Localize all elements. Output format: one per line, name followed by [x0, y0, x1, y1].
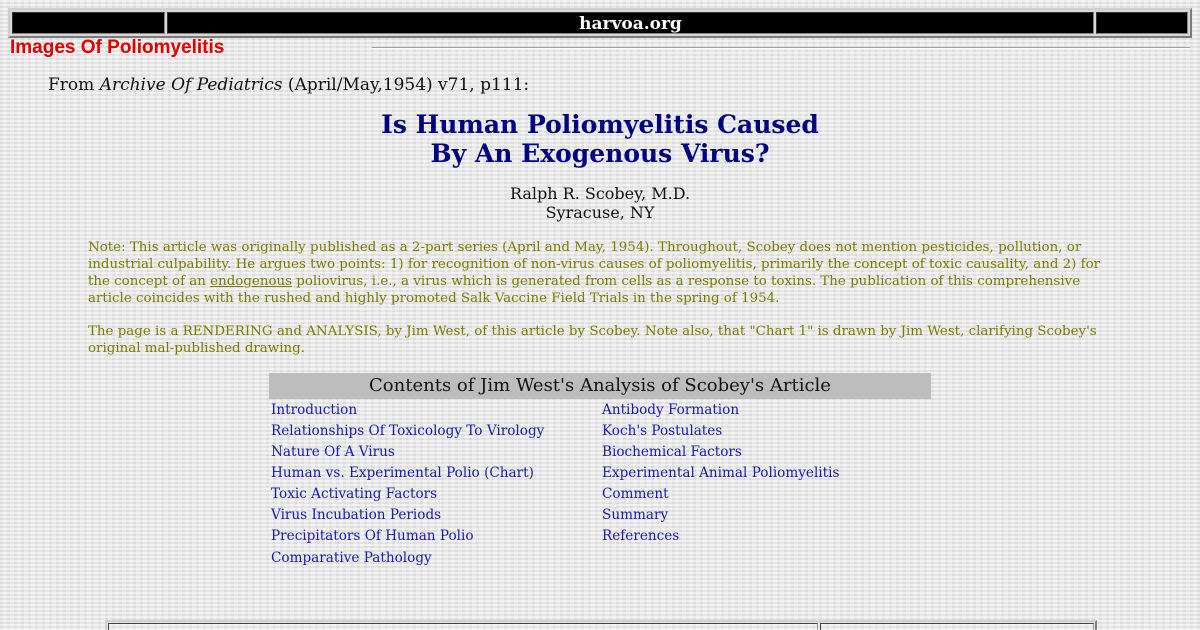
author-location: Syracuse, NY	[545, 203, 655, 222]
contents-link-kochs-postulates[interactable]: Koch's Postulates	[602, 423, 723, 439]
contents-link-nature-of-virus[interactable]: Nature Of A Virus	[271, 444, 395, 460]
contents-link-incubation-periods[interactable]: Virus Incubation Periods	[271, 507, 442, 523]
source-suffix: (April/May,1954) v71, p111:	[282, 75, 530, 95]
section-title: Images Of Poliomyelitis	[10, 37, 225, 58]
source-prefix: From	[48, 75, 100, 95]
site-header-bar	[8, 8, 1192, 38]
contents-left-column	[271, 402, 544, 571]
contents-heading: Contents of Jim West's Analysis of Scobey's Article	[269, 373, 931, 399]
contents-link-precipitators[interactable]: Precipitators Of Human Polio	[271, 528, 474, 544]
contents-link-comment[interactable]: Comment	[602, 486, 669, 502]
contents-link-antibody-formation[interactable]: Antibody Formation	[602, 402, 740, 418]
header-left-cell	[12, 12, 165, 34]
contents-link-introduction[interactable]: Introduction	[271, 402, 358, 418]
bottom-frame-right-cell	[820, 623, 1094, 630]
contents-link-summary[interactable]: Summary	[602, 507, 669, 523]
bottom-frame	[105, 620, 1097, 630]
article-title-line1: Is Human Poliomyelitis Caused	[381, 110, 819, 139]
source-citation	[48, 75, 529, 95]
contents-link-biochemical-factors[interactable]: Biochemical Factors	[602, 444, 742, 460]
author-block	[0, 184, 1200, 222]
contents-right-column	[602, 402, 839, 549]
contents-link-references[interactable]: References	[602, 528, 680, 544]
note-text-after: poliovirus, i.e., a virus which is generated from cells as a response to toxins. The publication of this comprehensive article coincides with the rushed and highly promoted Salk Vaccine Field Trials in the spring of 1954.	[88, 274, 1081, 306]
endogenous-link[interactable]: endogenous	[210, 274, 293, 289]
author-name: Ralph R. Scobey, M.D.	[509, 184, 691, 203]
bottom-frame-left-cell	[108, 623, 818, 630]
contents-table	[269, 373, 931, 566]
note-text-before: Note: This article was originally published as a 2-part series (April and May, 1954). Throughout, Scobey does not mention pesticides, pollution, or industrial culpability. He argues two points: 1) for recognition of non-virus causes of poliomyelitis, primarily the concept of toxic causality, and 2) for the concept of an	[88, 240, 1101, 289]
contents-link-human-vs-experimental[interactable]: Human vs. Experimental Polio (Chart)	[271, 465, 534, 481]
editor-note	[88, 239, 1108, 307]
contents-link-toxicology-virology[interactable]: Relationships Of Toxicology To Virology	[271, 423, 545, 439]
contents-link-toxic-activating[interactable]: Toxic Activating Factors	[271, 486, 438, 502]
article-title	[0, 110, 1200, 168]
title-divider	[372, 47, 1190, 49]
article-title-line2: By An Exogenous Virus?	[430, 139, 770, 168]
contents-link-experimental-animal[interactable]: Experimental Animal Poliomyelitis	[602, 465, 840, 481]
contents-link-comparative-pathology[interactable]: Comparative Pathology	[271, 550, 432, 566]
header-right-cell	[1096, 12, 1188, 34]
site-name[interactable]: harvoa.org	[167, 12, 1094, 34]
source-journal: Archive Of Pediatrics	[99, 75, 283, 95]
rendering-note: The page is a RENDERING and ANALYSIS, by Jim West, of this article by Scobey. Note also, that "Chart 1" is drawn by Jim West, clarifying Scobey's original mal-published drawing.	[88, 324, 1097, 356]
